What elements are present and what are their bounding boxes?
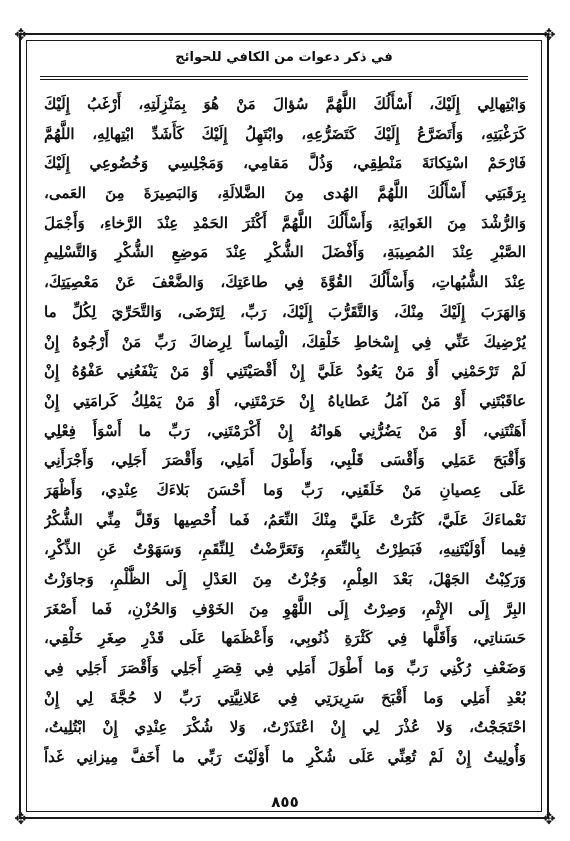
text-line: وَضَعْفِ رُكْنِي رَبِّ وَما أَطْوَلَ أَمَلِي فِي قِصَرِ أَجَلِي وَأَقْصَرَ أَجَلِي فِي	[44, 659, 526, 678]
text-line: عاقَبْتَنِي أَوْ مَنْ آمُلُ عَطاياهُ إِنْ حَرَمْتَنِي، أَوْ مَنْ يَمْلِكُ كَرامَتِي إِنْ	[44, 391, 526, 410]
corner-ornament-icon: ✥	[542, 25, 556, 44]
text-line: أَهَنْتَنِي، أَوْ مَنْ يَضُرُّنِي هَوانُهُ إِنْ أَكْرَمْتَنِي، رَبِّ ما أَسْوَأَ فِعْلِي	[44, 421, 526, 440]
text-line: احْتَجَجْتُ، وَلا عُذْرَ لِي إِنْ اعْتَذَرْتُ، وَلا شُكْرَ عِنْدِي إِنْ ابْتُلِيتُ،	[44, 718, 526, 737]
text-line: لَمْ تَرْحَمْنِي أَوْ مَنْ يَعُودُ عَلَيَّ إِنْ أَقْصَيْتَنِي أَوْ مَنْ يَنْفَعُنِي عَفْوُهُ إِنْ	[44, 362, 526, 381]
corner-ornament-icon: ✥	[14, 809, 28, 828]
text-line: يُرْضِيكَ عَنِّي فِي إِسْخاطِ خَلْقِكَ، الْتِماساً لِرِضاكَ رَبِّ مَنْ أَرْجُوهُ إِنْ	[44, 332, 526, 351]
header-title: في ذكر دعوات من الكافي للحوائج	[175, 50, 393, 65]
text-line: البِرَّ إِلَى الإِثْمِ، وَصِرْتُ إِلَى اللَّهْوِ مِنَ الخَوْفِ وَالحُزْنِ، فَما أَصْغَرَ	[44, 599, 526, 618]
text-line: وَالهَرَبَ إِلَيْكَ مِنْكَ، وَالتَّقَرُّبَ إِلَيْكَ، رَبِّ، لِتَرْضَى، وَالتَّحَرِّيَ لِكُلِّ ما	[44, 302, 526, 321]
text-line: وَابْتِهالِي إِلَيْكَ، أَسْأَلُكَ اللَّهُمَّ سُؤالَ مَنْ هُوَ بِمَنْزِلَتِهِ، أَرْغَبُ إِلَيْكَ	[44, 95, 526, 113]
text-line: عِنْدَ الشُّبُهاتِ، وَأَسْأَلُكَ القُوَّةَ فِي طاعَتِكَ، وَالضَّعْفَ عَنْ مَعْصِيَتِكَ،	[44, 273, 526, 292]
running-header	[30, 44, 538, 74]
text-line: حَسَناتِي، وَأَقَلَّها فِي كَثْرَةِ ذُنُوبِي، وَأَعْظَمَها عَلَى قَدْرِ صِغَرِ خَلْقِي،	[44, 629, 526, 648]
text-line: وَالرُّشْدَ مِنَ الغَوايَةِ، وَأَسْأَلُكَ اللَّهُمَّ أَكْثَرَ الحَمْدِ عِنْدَ الرَّخاءِ، وَأَجْمَلَ	[44, 213, 526, 232]
header-divider	[40, 79, 528, 80]
text-line: الصَّبْرِ عِنْدَ المُصِيبَةِ، وَأَفْضَلَ الشُّكْرِ عِنْدَ مَوضِعِ الشُّكْرِ وَالتَّسْلِيمِ	[44, 243, 526, 262]
text-line: بِرَقَبَتِي أَسْأَلُكَ اللَّهُمَّ الهُدى مِنَ الضَّلالَةِ، وَالبَصِيرَةَ مِنَ العَمى،	[44, 184, 526, 203]
text-line: فِيما أَوْلَيْتَنِيهِ، فَبَطِرْتُ بِالنِّعَمِ، وَتَعَرَّضْتُ لِلنِّقَمِ، وَسَهَوْتُ عَنِ الذِّكْرِ،	[44, 540, 526, 559]
text-line: وَأُولِيتُ إِنْ لَمْ تُعِنِّي عَلَى شُكْرِ ما أَوْلَيْتَ رَبِّي ما أَخَفَّ مِيزانِي غَداً	[44, 748, 526, 767]
text-line: نَعْماءَكَ عَلَيَّ، كَثُرَتْ عَلَيَّ مِنْكَ النِّعَمُ، فَما أُحْصِيها وَقَلَّ مِنِّي الشُّكْرُ	[44, 510, 526, 529]
text-line: بُعْدِ أَمَلِي وَما أَقْبَحَ سَرِيرَتِي فِي عَلانِيَّتِي رَبِّ لا حُجَّةَ لِي إِنْ	[44, 688, 526, 707]
text-line: عَلَى عِصيانِ مَنْ خَلَقَنِي، رَبِّ وَما أَحْسَنَ بَلاءَكَ عِنْدِي، وَأَظْهَرَ	[44, 480, 526, 499]
text-line: فَارْحَمْ اسْتِكانَةَ مَنْطِقِي، وَذُلَّ مَقامِي، وَمَجْلِسِي وَخُضُوعِي إِلَيْكَ	[44, 154, 526, 173]
body-text	[44, 90, 526, 773]
text-line: كَرَغْبَتِهِ، وَأَتَضَرَّعُ إِلَيْكَ كَتَضَرُّعِهِ، وابْتَهِلُ إِلَيْكَ كَأَشَدِّ ابْتِهالِهِ، اللَّهُمَّ	[44, 124, 526, 143]
corner-ornament-icon: ✥	[14, 25, 28, 44]
header-divider	[40, 76, 528, 77]
text-line: وَرَكِبْتُ الجَهْلَ، بَعْدَ العِلْمِ، وَجُزْتُ مِنَ العَدْلِ إِلَى الظُّلْمِ، وَجاوَزْتُ	[44, 570, 526, 588]
text-line: وَأَقْبَحَ عَمَلِي وَأَقْسَى قَلْبِي، وَأَطْوَلَ أَمَلِي، وَأَقْصَرَ أَجَلِي، وَأَجْرَأَنِي	[44, 451, 526, 470]
corner-ornament-icon: ✥	[542, 809, 556, 828]
page-number: ٨٥٥	[271, 793, 299, 811]
